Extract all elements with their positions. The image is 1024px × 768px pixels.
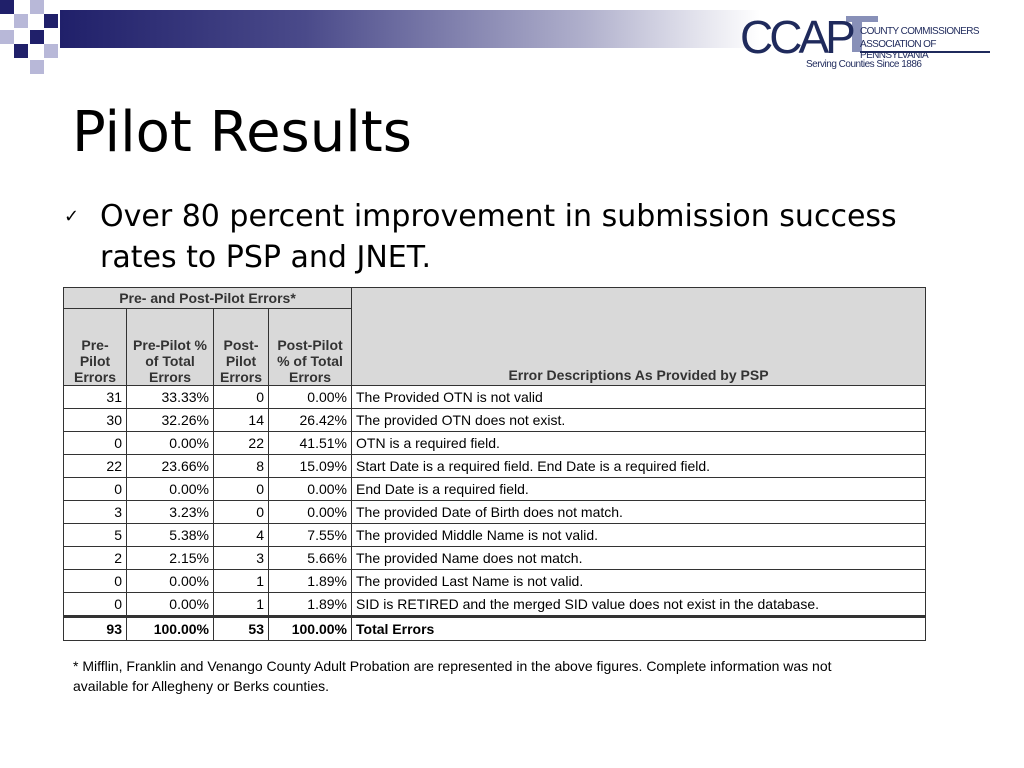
pre-errors-cell: 5 xyxy=(64,524,127,547)
post-errors-cell: 22 xyxy=(214,432,269,455)
pre-percent-cell: 0.00% xyxy=(127,570,214,593)
pre-errors-cell: 30 xyxy=(64,409,127,432)
pre-percent-cell: 2.15% xyxy=(127,547,214,570)
description-cell: The Provided OTN is not valid xyxy=(352,386,926,409)
logo-org-line-2: ASSOCIATION OF PENNSYLVANIA xyxy=(860,39,936,61)
post-errors-cell: 0 xyxy=(214,478,269,501)
post-errors-cell: 8 xyxy=(214,455,269,478)
description-cell: SID is RETIRED and the merged SID value does not exist in the database. xyxy=(352,593,926,617)
checkmark-icon: ✓ xyxy=(64,206,80,227)
post-percent-cell: 0.00% xyxy=(269,478,352,501)
post-percent-cell: 7.55% xyxy=(269,524,352,547)
post-percent-cell: 15.09% xyxy=(269,455,352,478)
post-percent-cell: 41.51% xyxy=(269,432,352,455)
description-cell: The provided Date of Birth does not match. xyxy=(352,501,926,524)
description-cell: The provided Middle Name is not valid. xyxy=(352,524,926,547)
total-post-errors-cell: 53 xyxy=(214,617,269,641)
column-header-pre-percent: Pre-Pilot % of Total Errors xyxy=(127,309,214,386)
post-errors-cell: 3 xyxy=(214,547,269,570)
pre-errors-cell: 3 xyxy=(64,501,127,524)
column-header-pre-errors: Pre-Pilot Errors xyxy=(64,309,127,386)
table-row xyxy=(64,501,926,524)
description-cell: The provided Name does not match. xyxy=(352,547,926,570)
pre-errors-cell: 0 xyxy=(64,478,127,501)
post-errors-cell: 0 xyxy=(214,501,269,524)
table-row xyxy=(64,570,926,593)
slide-title: Pilot Results xyxy=(72,100,412,165)
table-row xyxy=(64,409,926,432)
table-row xyxy=(64,524,926,547)
pre-percent-cell: 3.23% xyxy=(127,501,214,524)
post-percent-cell: 26.42% xyxy=(269,409,352,432)
post-percent-cell: 1.89% xyxy=(269,570,352,593)
description-cell: OTN is a required field. xyxy=(352,432,926,455)
total-post-percent-cell: 100.00% xyxy=(269,617,352,641)
total-pre-errors-cell: 93 xyxy=(64,617,127,641)
pre-errors-cell: 2 xyxy=(64,547,127,570)
bullet-text: Over 80 percent improvement in submission success rates to PSP and JNET. xyxy=(100,199,897,275)
column-header-post-percent: Post-Pilot % of Total Errors xyxy=(269,309,352,386)
table-row xyxy=(64,455,926,478)
errors-table xyxy=(63,287,926,641)
post-percent-cell: 0.00% xyxy=(269,501,352,524)
description-cell: The provided Last Name is not valid. xyxy=(352,570,926,593)
pre-percent-cell: 0.00% xyxy=(127,593,214,617)
table-row xyxy=(64,386,926,409)
post-percent-cell: 5.66% xyxy=(269,547,352,570)
pre-errors-cell: 0 xyxy=(64,570,127,593)
pre-percent-cell: 0.00% xyxy=(127,478,214,501)
total-pre-percent-cell: 100.00% xyxy=(127,617,214,641)
post-percent-cell: 0.00% xyxy=(269,386,352,409)
description-cell: The provided OTN does not exist. xyxy=(352,409,926,432)
total-description-cell: Total Errors xyxy=(352,617,926,641)
total-row xyxy=(64,617,926,641)
logo-org-line-1: COUNTY COMMISSIONERS xyxy=(860,26,979,37)
table-footnote: * Mifflin, Franklin and Venango County Adult Probation are represented in the above figures. Complete information was not available for Allegheny or Berks counties. xyxy=(73,658,832,694)
pre-percent-cell: 5.38% xyxy=(127,524,214,547)
pre-errors-cell: 0 xyxy=(64,593,127,617)
post-errors-cell: 4 xyxy=(214,524,269,547)
pre-errors-cell: 22 xyxy=(64,455,127,478)
description-cell: End Date is a required field. xyxy=(352,478,926,501)
post-errors-cell: 1 xyxy=(214,593,269,617)
pre-percent-cell: 0.00% xyxy=(127,432,214,455)
description-cell: Start Date is a required field. End Date is a required field. xyxy=(352,455,926,478)
post-errors-cell: 1 xyxy=(214,570,269,593)
ccap-logo xyxy=(738,8,998,76)
table-row xyxy=(64,547,926,570)
pre-errors-cell: 31 xyxy=(64,386,127,409)
pre-errors-cell: 0 xyxy=(64,432,127,455)
pre-percent-cell: 33.33% xyxy=(127,386,214,409)
table-row xyxy=(64,478,926,501)
column-header-post-errors: Post-Pilot Errors xyxy=(214,309,269,386)
post-percent-cell: 1.89% xyxy=(269,593,352,617)
pre-percent-cell: 23.66% xyxy=(127,455,214,478)
post-errors-cell: 14 xyxy=(214,409,269,432)
post-errors-cell: 0 xyxy=(214,386,269,409)
group-header: Pre- and Post-Pilot Errors* xyxy=(64,288,352,309)
logo-wordmark: CCAP xyxy=(740,11,852,63)
column-header-description: Error Descriptions As Provided by PSP xyxy=(352,288,926,386)
logo-tagline: Serving Counties Since 1886 xyxy=(806,59,922,70)
table-row xyxy=(64,593,926,617)
pre-percent-cell: 32.26% xyxy=(127,409,214,432)
table-row xyxy=(64,432,926,455)
